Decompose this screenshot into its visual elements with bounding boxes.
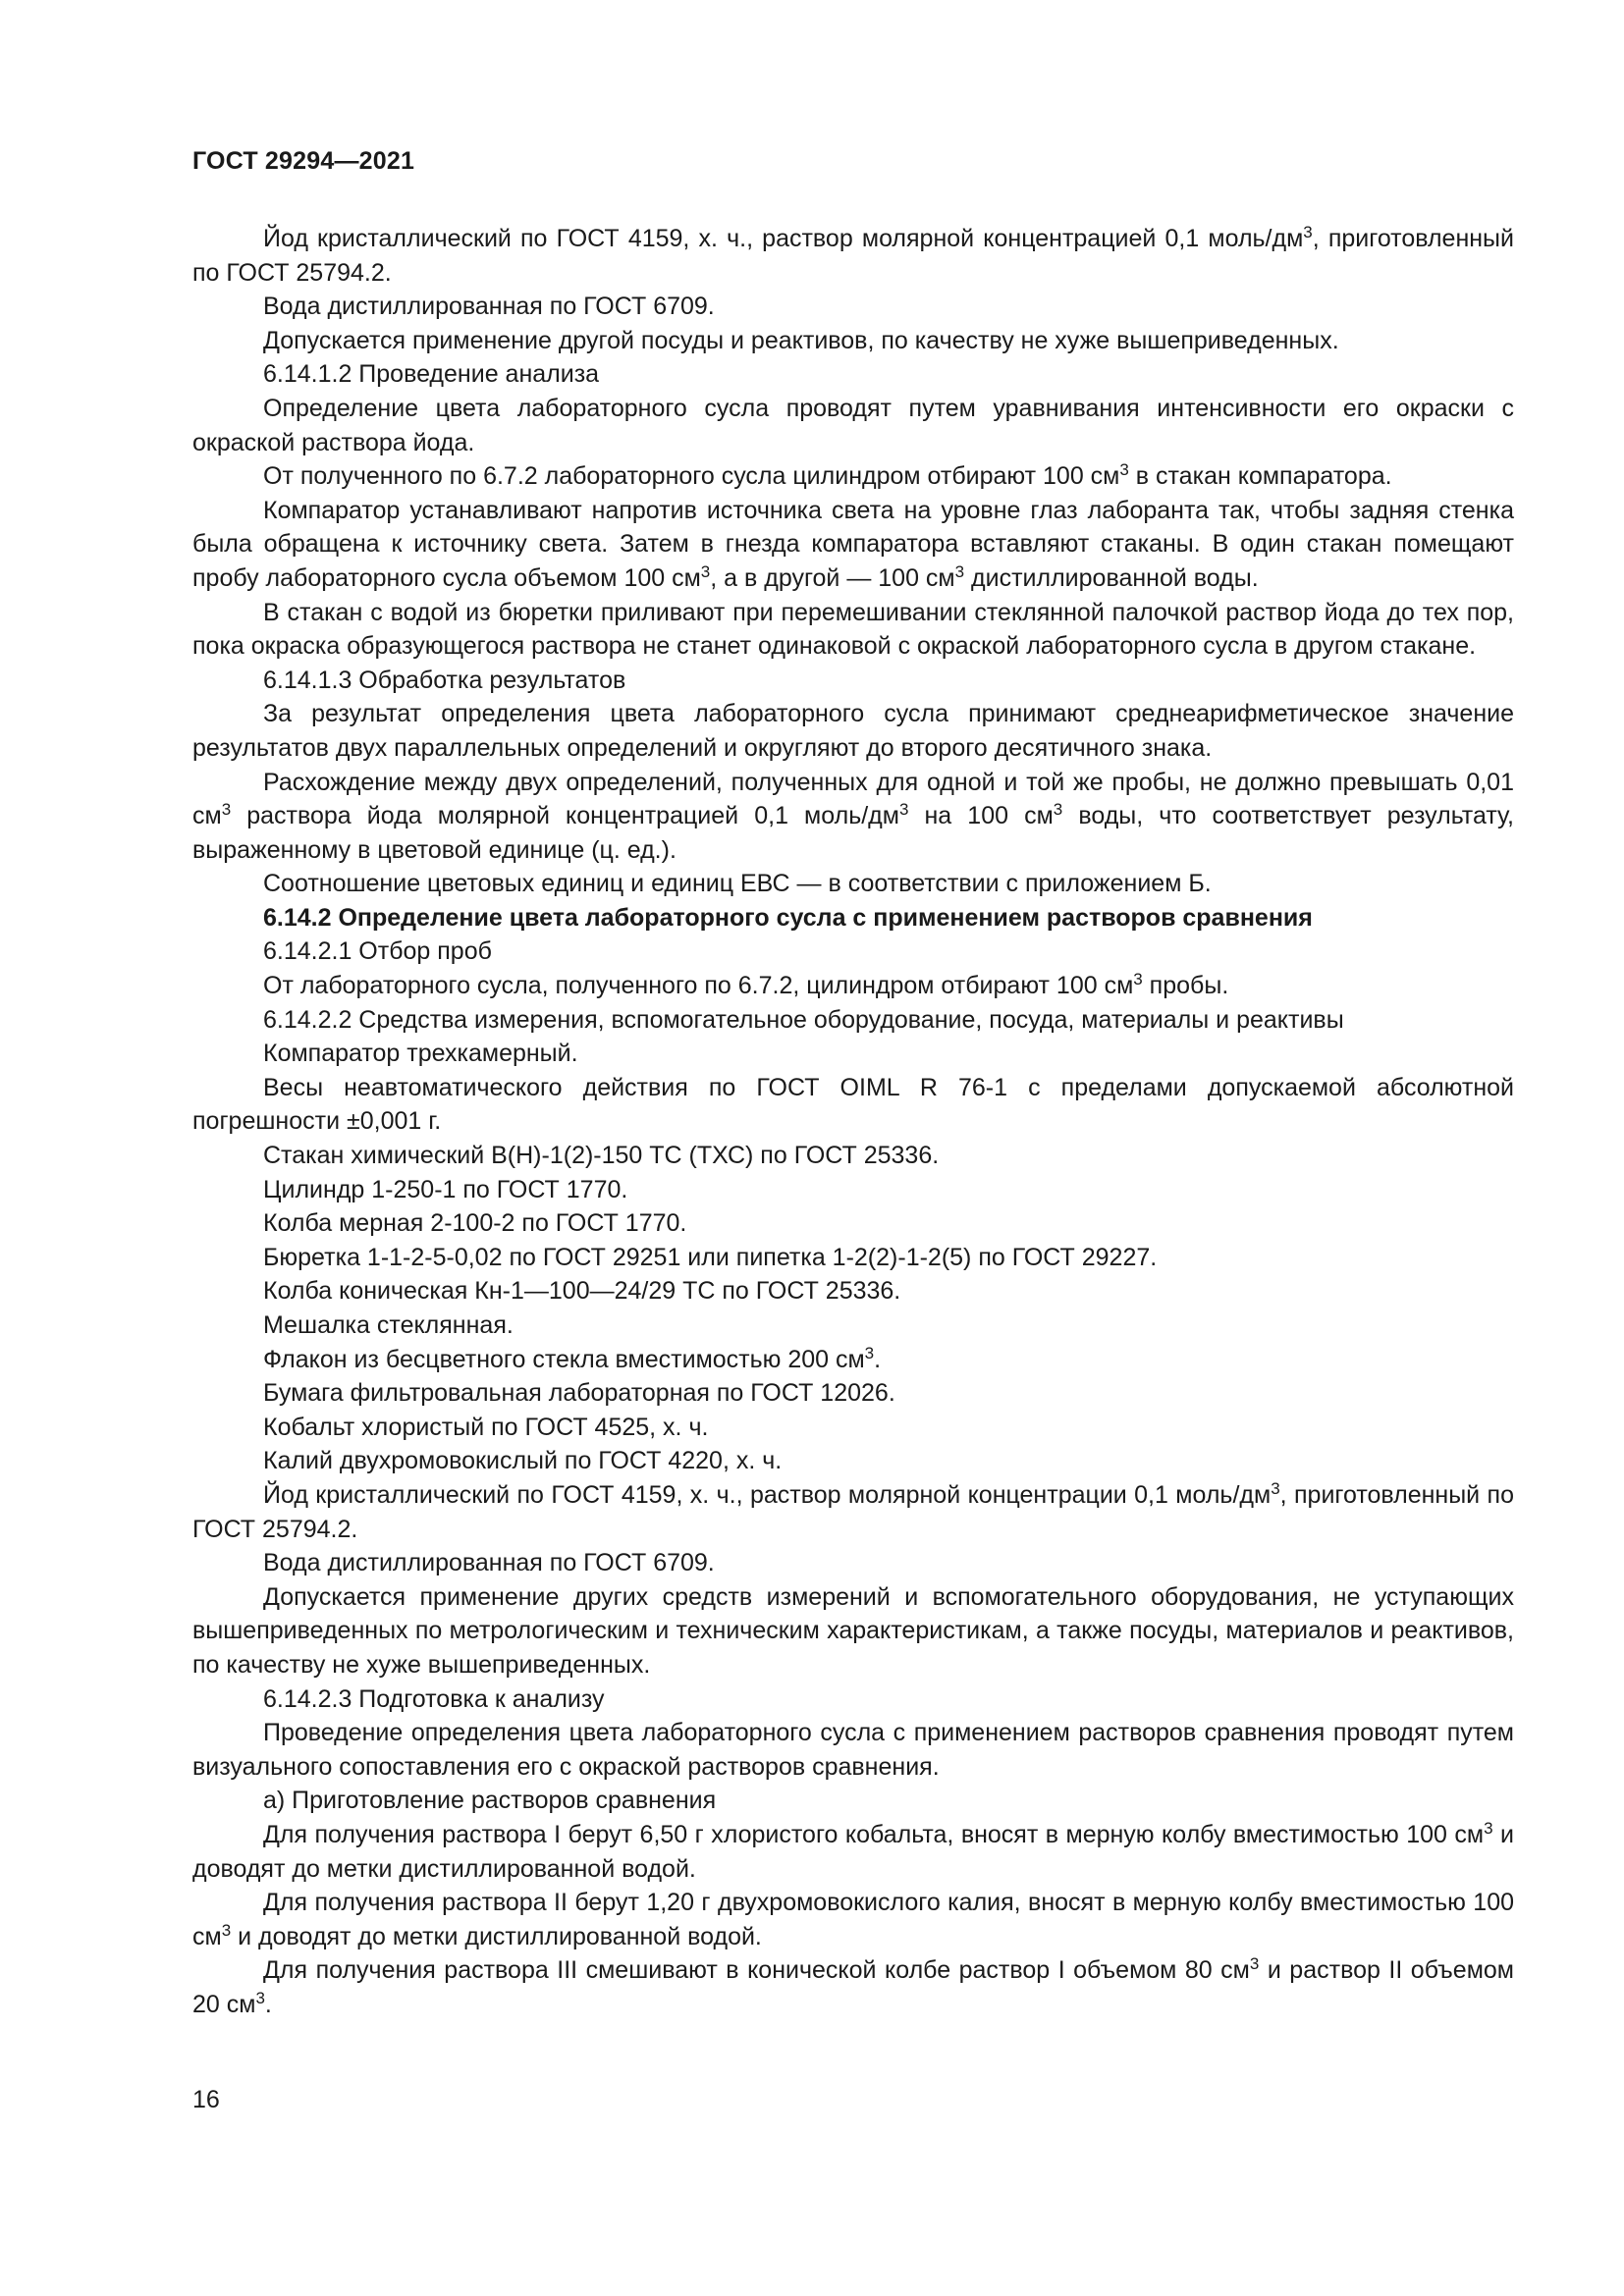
paragraph — [192, 1682, 1514, 1717]
paragraph — [192, 1478, 1514, 1546]
text-run: Бумага фильтровальная лабораторная по ГОСТ 12026. — [263, 1379, 895, 1408]
text-run: раствора йода молярной концентрацией 0,1 моль/дм — [231, 802, 899, 830]
paragraph — [192, 1206, 1514, 1241]
text-run: 6.14.1.2 Проведение анализа — [263, 360, 600, 389]
paragraph — [192, 1376, 1514, 1411]
text-run: Йод кристаллический по ГОСТ 4159, х. ч., раствор молярной концентрации 0,1 моль/дм — [263, 1480, 1272, 1509]
text-run: Для получения раствора I берут 6,50 г хлористого кобальта, вносят в мерную колбу вместимостью 100 см — [263, 1820, 1485, 1848]
superscript: 3 — [221, 800, 232, 820]
paragraph — [192, 290, 1514, 324]
superscript: 3 — [1484, 1818, 1493, 1838]
section-heading — [192, 901, 1514, 935]
text-run: . — [264, 1990, 272, 2018]
text-run: Кобальт хлористый по ГОСТ 4525, х. ч. — [263, 1413, 709, 1441]
text-run: в стакан компаратора. — [1128, 462, 1392, 491]
paragraph — [192, 459, 1514, 494]
text-run: Колба коническая Кн-1—100—24/29 ТС по ГОСТ 25336. — [263, 1277, 901, 1306]
paragraph — [192, 1274, 1514, 1308]
text-run: Вода дистиллированная по ГОСТ 6709. — [263, 293, 715, 321]
paragraph — [192, 1818, 1514, 1886]
text-run: Бюретка 1-1-2-5-0,02 по ГОСТ 29251 или пипетка 1-2(2)-1-2(5) по ГОСТ 29227. — [263, 1243, 1158, 1271]
paragraph — [192, 392, 1514, 459]
text-run: Соотношение цветовых единиц и единиц ЕВС — в соответствии с приложением Б. — [263, 870, 1212, 898]
text-run: 6.14.1.3 Обработка результатов — [263, 666, 626, 694]
text-run: Флакон из бесцветного стекла вместимостью 200 см — [263, 1345, 865, 1373]
paragraph — [192, 1580, 1514, 1682]
text-run: дистиллированной воды. — [964, 563, 1259, 592]
paragraph — [192, 664, 1514, 698]
paragraph — [192, 1716, 1514, 1784]
text-run: 6.14.2.2 Средства измерения, вспомогательное оборудование, посуда, материалы и реактивы — [263, 1005, 1344, 1034]
superscript: 3 — [255, 1988, 265, 2007]
text-run: Мешалка стеклянная. — [263, 1311, 514, 1339]
paragraph — [192, 494, 1514, 596]
paragraph — [192, 1241, 1514, 1275]
text-run: Расхождение между двух определений, полученных для одной и той же пробы, не должно превышать 0,01 см — [192, 768, 1514, 830]
paragraph — [192, 1173, 1514, 1207]
paragraph — [192, 1444, 1514, 1478]
text-run: Колба мерная 2-100-2 по ГОСТ 1770. — [263, 1209, 687, 1238]
paragraph — [192, 596, 1514, 664]
superscript: 3 — [1303, 223, 1313, 241]
paragraph — [192, 1953, 1514, 2021]
paragraph — [192, 1886, 1514, 1953]
text-run: Вода дистиллированная по ГОСТ 6709. — [263, 1549, 715, 1577]
superscript: 3 — [700, 561, 711, 581]
text-run: , приготовленный по ГОСТ 25794.2. — [192, 225, 1514, 287]
text-run: и раствор II объемом 20 см — [192, 1956, 1514, 2018]
standard-code-header: ГОСТ 29294—2021 — [192, 147, 415, 175]
superscript: 3 — [1053, 800, 1063, 820]
text-run: От лабораторного сусла, полученного по 6.7.2, цилиндром отбирают 100 см — [263, 972, 1134, 1000]
text-run: пробы. — [1142, 972, 1229, 1000]
paragraph — [192, 222, 1514, 290]
text-run: воды, что соответствует результату, выраженному в цветовой единице (ц. ед.). — [192, 802, 1514, 864]
text-run: 6.14.2 Определение цвета лабораторного сусла с применением растворов сравнения — [263, 903, 1313, 932]
text-run: Йод кристаллический по ГОСТ 4159, х. ч., раствор молярной концентрацией 0,1 моль/дм — [263, 225, 1304, 252]
text-run: 6.14.2.3 Подготовка к анализу — [263, 1684, 605, 1713]
paragraph — [192, 1343, 1514, 1377]
paragraph — [192, 934, 1514, 969]
text-run: Компаратор трехкамерный. — [263, 1040, 578, 1068]
text-run: Определение цвета лабораторного сусла проводят путем уравнивания интенсивности его окраски с окраской раствора йода. — [192, 394, 1514, 456]
paragraph — [192, 1139, 1514, 1173]
paragraph — [192, 766, 1514, 868]
superscript: 3 — [1119, 460, 1129, 480]
paragraph — [192, 1784, 1514, 1818]
paragraph — [192, 1037, 1514, 1071]
text-run: а) Приготовление растворов сравнения — [263, 1787, 717, 1815]
superscript: 3 — [954, 561, 965, 581]
text-run: Стакан химический В(Н)-1(2)-150 ТС (ТХС) по ГОСТ 25336. — [263, 1142, 940, 1170]
text-run: 6.14.2.1 Отбор проб — [263, 937, 492, 966]
superscript: 3 — [1249, 1954, 1260, 1974]
superscript: 3 — [221, 1920, 232, 1940]
document-body — [192, 222, 1514, 2021]
paragraph — [192, 969, 1514, 1003]
text-run: Допускается применение других средств измерений и вспомогательного оборудования, не уступающих вышеприведенных по метрологическим и техническим характеристикам, а также посуды, материалов и реактивов, по качеству не хуже вышеприведенных. — [192, 1582, 1514, 1679]
text-run: и доводят до метки дистиллированной водой. — [192, 1820, 1514, 1883]
superscript: 3 — [1133, 970, 1143, 989]
text-run: и доводят до метки дистиллированной водой. — [231, 1922, 762, 1950]
text-run: на 100 см — [908, 802, 1054, 830]
paragraph — [192, 1546, 1514, 1580]
text-run: Цилиндр 1-250-1 по ГОСТ 1770. — [263, 1175, 628, 1203]
text-run: Весы неавтоматического действия по ГОСТ OIML R 76-1 с пределами допускаемой абсолютной погрешности ±0,001 г. — [192, 1073, 1514, 1136]
paragraph — [192, 1003, 1514, 1038]
paragraph — [192, 867, 1514, 901]
text-run: Допускается применение другой посуды и реактивов, по качеству не хуже вышеприведенных. — [263, 326, 1339, 354]
text-run: , приготовленный по ГОСТ 25794.2. — [192, 1480, 1514, 1543]
page-number: 16 — [192, 2086, 220, 2113]
text-run: Компаратор устанавливают напротив источника света на уровне глаз лаборанта так, чтобы задняя стенка была обращена к источнику света. Затем в гнезда компаратора вставляют стаканы. В один стакан помещают пробу лабораторного сусла объемом 100 см — [192, 496, 1514, 592]
text-run: От полученного по 6.7.2 лабораторного сусла цилиндром отбирают 100 см — [263, 462, 1120, 491]
superscript: 3 — [864, 1343, 875, 1362]
paragraph — [192, 357, 1514, 392]
paragraph — [192, 697, 1514, 765]
paragraph — [192, 1411, 1514, 1445]
paragraph — [192, 1308, 1514, 1343]
superscript: 3 — [1271, 1478, 1280, 1498]
text-run: За результат определения цвета лабораторного сусла принимают среднеарифметическое значение результатов двух параллельных определений и округляют до второго десятичного знака. — [192, 700, 1514, 762]
text-run: , а в другой — 100 см — [710, 563, 955, 592]
paragraph — [192, 1071, 1514, 1139]
text-run: Проведение определения цвета лабораторного сусла с применением растворов сравнения проводят путем визуального сопоставления его с окраской растворов сравнения. — [192, 1719, 1514, 1781]
text-run: Для получения раствора III смешивают в конической колбе раствор I объемом 80 см — [263, 1956, 1250, 1985]
text-run: . — [874, 1345, 882, 1373]
superscript: 3 — [898, 800, 909, 820]
text-run: Для получения раствора II берут 1,20 г двухромовокислого калия, вносят в мерную колбу вместимостью 100 см — [192, 1889, 1514, 1950]
text-run: Калий двухромовокислый по ГОСТ 4220, х. ч. — [263, 1447, 783, 1475]
paragraph — [192, 324, 1514, 358]
text-run: В стакан с водой из бюретки приливают при перемешивании стеклянной палочкой раствор йода до тех пор, пока окраска образующегося раствора не станет одинаковой с окраской лабораторного сусла в другом стакане. — [192, 598, 1514, 661]
